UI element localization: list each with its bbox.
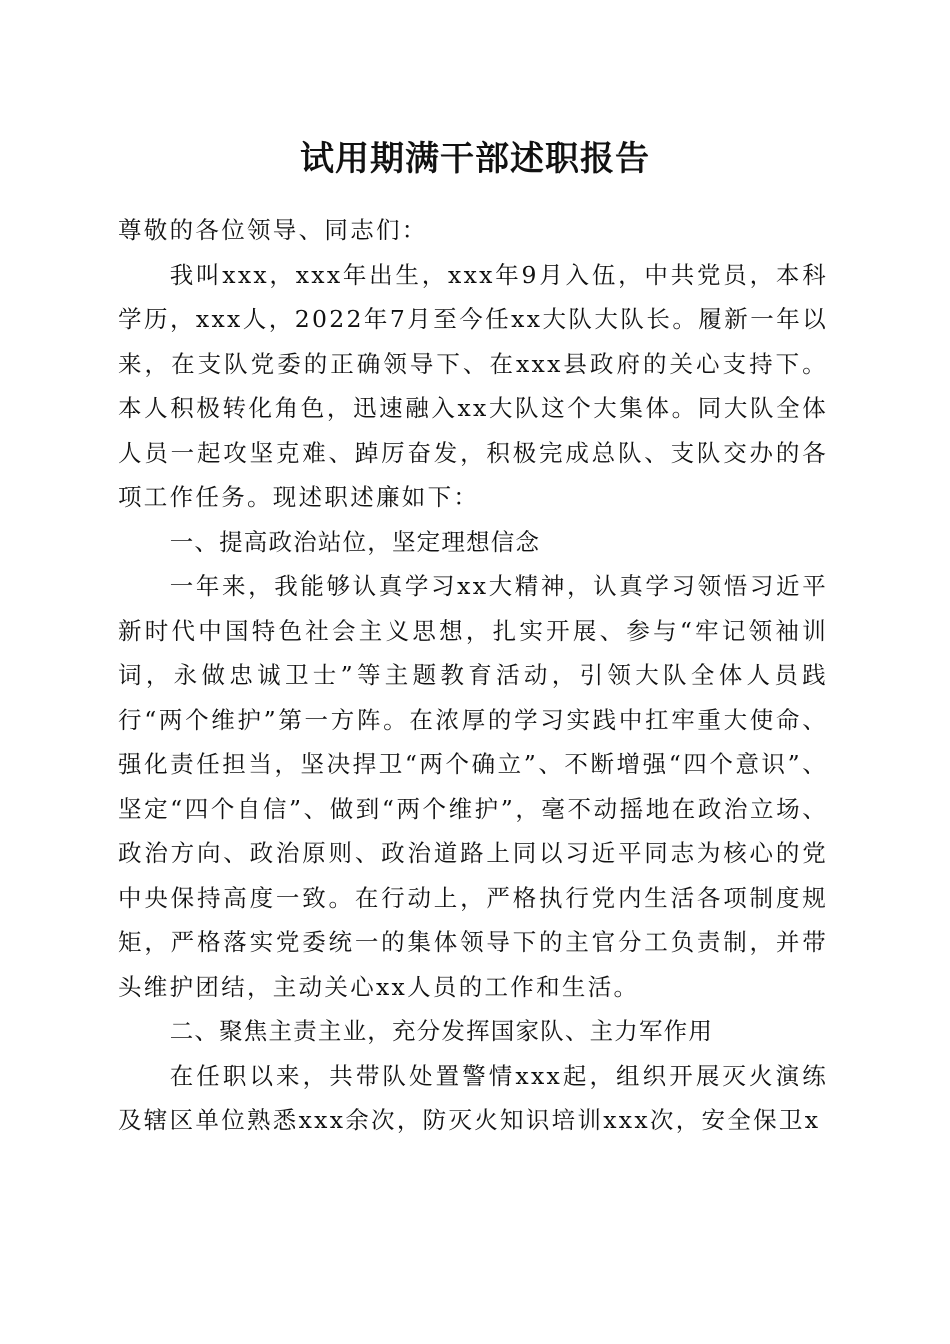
document-body bbox=[118, 208, 828, 1143]
section-1-heading: 一、提高政治站位，坚定理想信念 bbox=[169, 527, 541, 556]
section-1-paragraph: 一年来，我能够认真学习xx大精神，认真学习领悟习近平新时代中国特色社会主义思想，扎实开展、参与“牢记领袖训词，永做忠诚卫士”等主题教育活动，引领大队全体人员践行“两个维护”第一方阵。在浓厚的学习实践中扛牢重大使命、强化责任担当，坚决捍卫“两个确立”、不断增强“四个意识”、坚定“四个自信”、做到“两个维护”，毫不动摇地在政治立场、政治方向、政治原则、政治道路上同以习近平同志为核心的党中央保持高度一致。在行动上，严格执行党内生活各项制度规矩，严格落实党委统一的集体领导下的主官分工负责制，并带头维护团结，主动关心xx人员的工作和生活。 bbox=[118, 572, 828, 1001]
section-2-paragraph: 在任职以来，共带队处置警情xxx起，组织开展灭火演练及辖区单位熟悉xxx余次，防灭火知识培训xxx次，安全保卫x bbox=[118, 1061, 828, 1134]
intro-paragraph: 我叫xxx，xxx年出生，xxx年9月入伍，中共党员，本科学历，xxx人，2022年7月至今任xx大队大队长。履新一年以来，在支队党委的正确领导下、在xxx县政府的关心支持下。本人积极转化角色，迅速融入xx大队这个大集体。同大队全体人员一起攻坚克难、踔厉奋发，积极完成总队、支队交办的各项工作任务。现述职述廉如下： bbox=[118, 260, 828, 511]
section-2-heading: 二、聚焦主责主业，充分发挥国家队、主力军作用 bbox=[169, 1017, 714, 1045]
document-title: 试用期满干部述职报告 bbox=[300, 139, 650, 179]
salutation: 尊敬的各位领导、同志们： bbox=[118, 216, 428, 244]
